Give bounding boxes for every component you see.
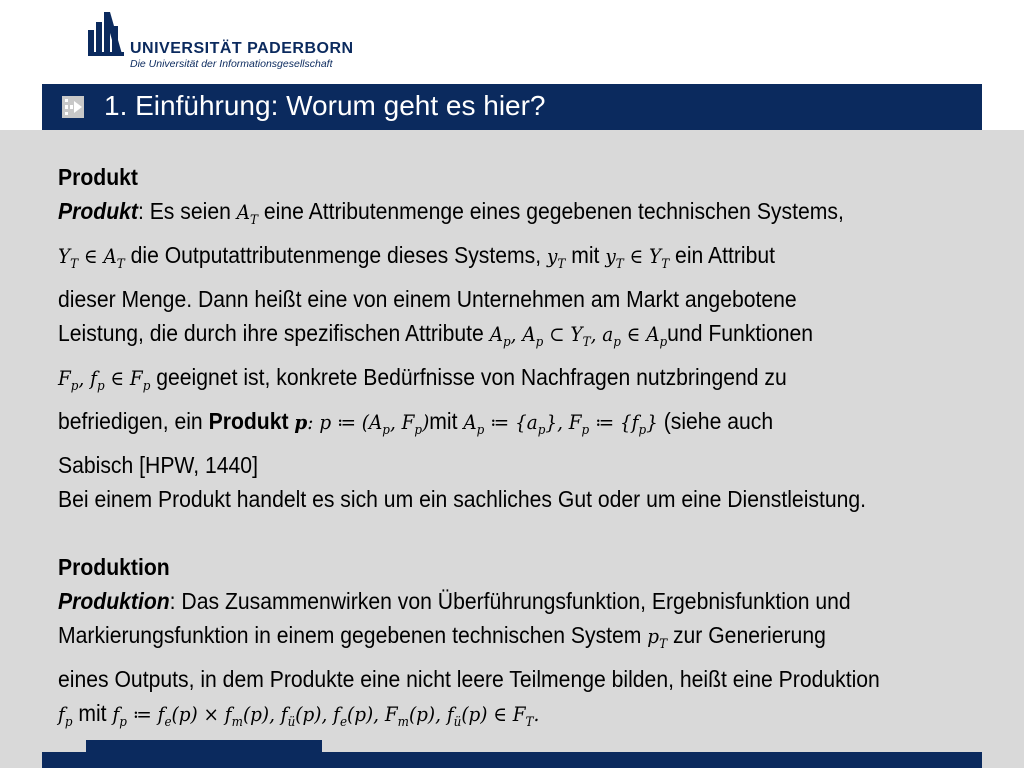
footer-tab (86, 740, 322, 752)
definition-produkt: Produkt: Es seien $A_T$ eine Attributenmenge eines gegebenen technischen Systems, (58, 198, 844, 228)
slide-body: Produkt Produkt: Es seien $A_T$ eine Attributenmenge eines gegebenen technischen Systems, $Y_T$ ∈ $A_T$ die Outputattributenmenge dieses Systems, $y_T$ mit $y_T$ ∈ $Y_T$ ein Attribut dieser Menge. Dann heißt eine von einem Unternehmen am Markt angebotene Leistung, die durch ihre spezifischen Attribute $A_p$, $A_p$ ⊂ $Y_T$, $a_p$ ∈ $A_pund$ Funktionen $F_p$, $f_p$ ∈ $F_p$ geeignet ist, konkrete Bedürfnisse von Nachfragen nutzbringend zu befriedigen, ein Produkt p: p ≔ ($A_p$, $F_p)mit$ $A_p$ ≔ $\{a_p\}$, $F_p$ ≔ $\{f_p\}$ (siehe auch Sabisch [HPW, 1440] Bei einem Produkt handelt es sich um ein sachliches Gut oder um eine Dienstleistung. Produktion Produktion: Das Zusammenwirken von Überführungsfunktion, Ergebnisfunktion und Markierungsfunktion in einem gegebenen technischen System $p_T$ zur Generierung eines Outputs, in dem Produkte eine nicht leere Teilmenge bilden, heißt eine Produktion $f_p$ mit $f_p$ ≔ $f_e(p) \times f_m(p)$, $f_ü(p)$, $f_e(p)$, $F_m(p)$, $f_ü(p)$ ∈ $F_T$. (58, 160, 904, 740)
arrow-icon (62, 96, 84, 118)
term-produktion: Produktion (58, 588, 170, 614)
slide-title: 1. Einführung: Worum geht es hier? (104, 90, 546, 121)
university-logo (86, 6, 354, 72)
term-produkt: Produkt (58, 198, 138, 224)
university-tagline: Die Universität der Informationsgesellschaft (130, 58, 333, 70)
footer-bar (42, 752, 982, 768)
title-bar (42, 84, 982, 130)
section-heading-produktion: Produktion (58, 554, 170, 580)
university-crest-icon (86, 8, 126, 58)
definition-produktion: Produktion: Das Zusammenwirken von Überführungsfunktion, Ergebnisfunktion und (58, 588, 851, 614)
section-heading-produkt: Produkt (58, 164, 138, 190)
university-name: UNIVERSITÄT PADERBORN (130, 40, 354, 57)
